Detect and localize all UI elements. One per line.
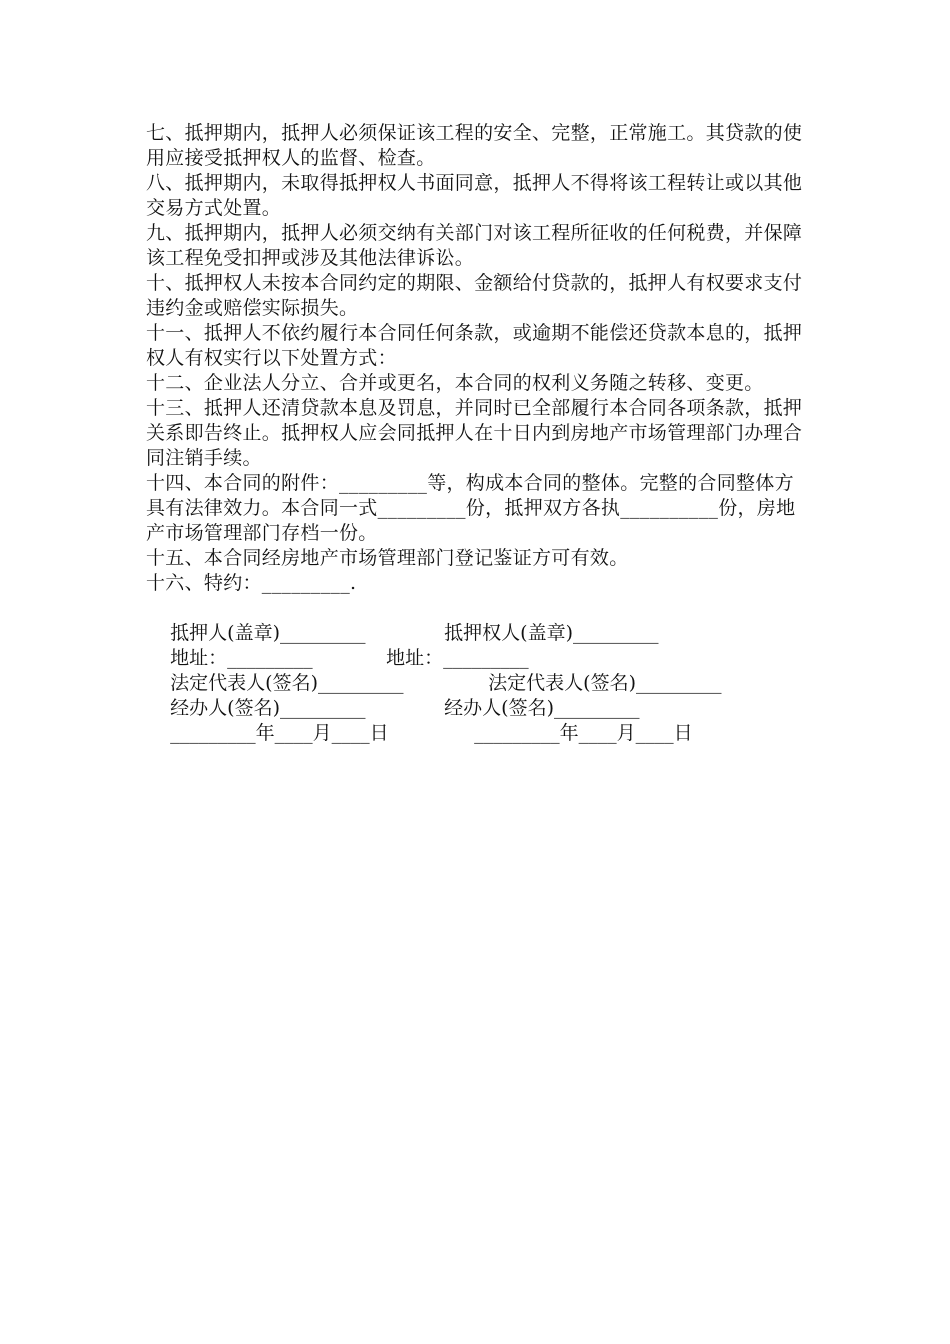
clause-7: 七、抵押期内，抵押人必须保证该工程的安全、完整，正常施工。其贷款的使用应接受抵押权人的监督、检查。 bbox=[146, 122, 803, 169]
contract-page bbox=[146, 121, 810, 744]
clause-12: 十二、企业法人分立、合并或更名，本合同的权利义务随之转移、变更。 bbox=[146, 372, 764, 394]
clause-16-special-terms: 十六、特约：_________. bbox=[146, 572, 357, 594]
clause-14: 十四、本合同的附件：_________等，构成本合同的整体。完整的合同整体方具有法律效力。本合同一式_________份，抵押双方各执__________份，房地产市场管理部门存档一份。 bbox=[146, 472, 796, 544]
mortgagee-date: _________年____月____日 bbox=[474, 722, 693, 744]
mortgagor-agent: 经办人(签名)_________ bbox=[170, 697, 366, 719]
mortgagee-legal-rep: 法定代表人(签名)_________ bbox=[488, 672, 722, 694]
mortgagee-agent: 经办人(签名)_________ bbox=[444, 697, 640, 719]
clause-9: 九、抵押期内，抵押人必须交纳有关部门对该工程所征收的任何税费，并保障该工程免受扣押或涉及其他法律诉讼。 bbox=[146, 222, 803, 269]
clause-10: 十、抵押权人未按本合同约定的期限、金额给付贷款的，抵押人有权要求支付违约金或赔偿实际损失。 bbox=[146, 272, 803, 319]
clause-15: 十五、本合同经房地产市场管理部门登记鉴证方可有效。 bbox=[146, 547, 629, 569]
clause-8: 八、抵押期内，未取得抵押权人书面同意，抵押人不得将该工程转让或以其他交易方式处置。 bbox=[146, 172, 803, 219]
clause-13: 十三、抵押人还清贷款本息及罚息，并同时已全部履行本合同各项条款，抵押关系即告终止。抵押权人应会同抵押人在十日内到房地产市场管理部门办理合同注销手续。 bbox=[146, 397, 803, 469]
mortgagee-seal: 抵押权人(盖章)_________ bbox=[444, 622, 659, 644]
mortgagor-date: _________年____月____日 bbox=[170, 722, 389, 744]
mortgagor-seal: 抵押人(盖章)_________ bbox=[170, 622, 366, 644]
mortgagor-legal-rep: 法定代表人(签名)_________ bbox=[170, 672, 404, 694]
mortgagee-address: 地址：_________ bbox=[386, 647, 529, 669]
clause-11: 十一、抵押人不依约履行本合同任何条款，或逾期不能偿还贷款本息的，抵押权人有权实行以下处置方式： bbox=[146, 322, 803, 369]
signature-seal-row bbox=[146, 596, 810, 644]
mortgagor-address: 地址：_________ bbox=[170, 647, 313, 669]
